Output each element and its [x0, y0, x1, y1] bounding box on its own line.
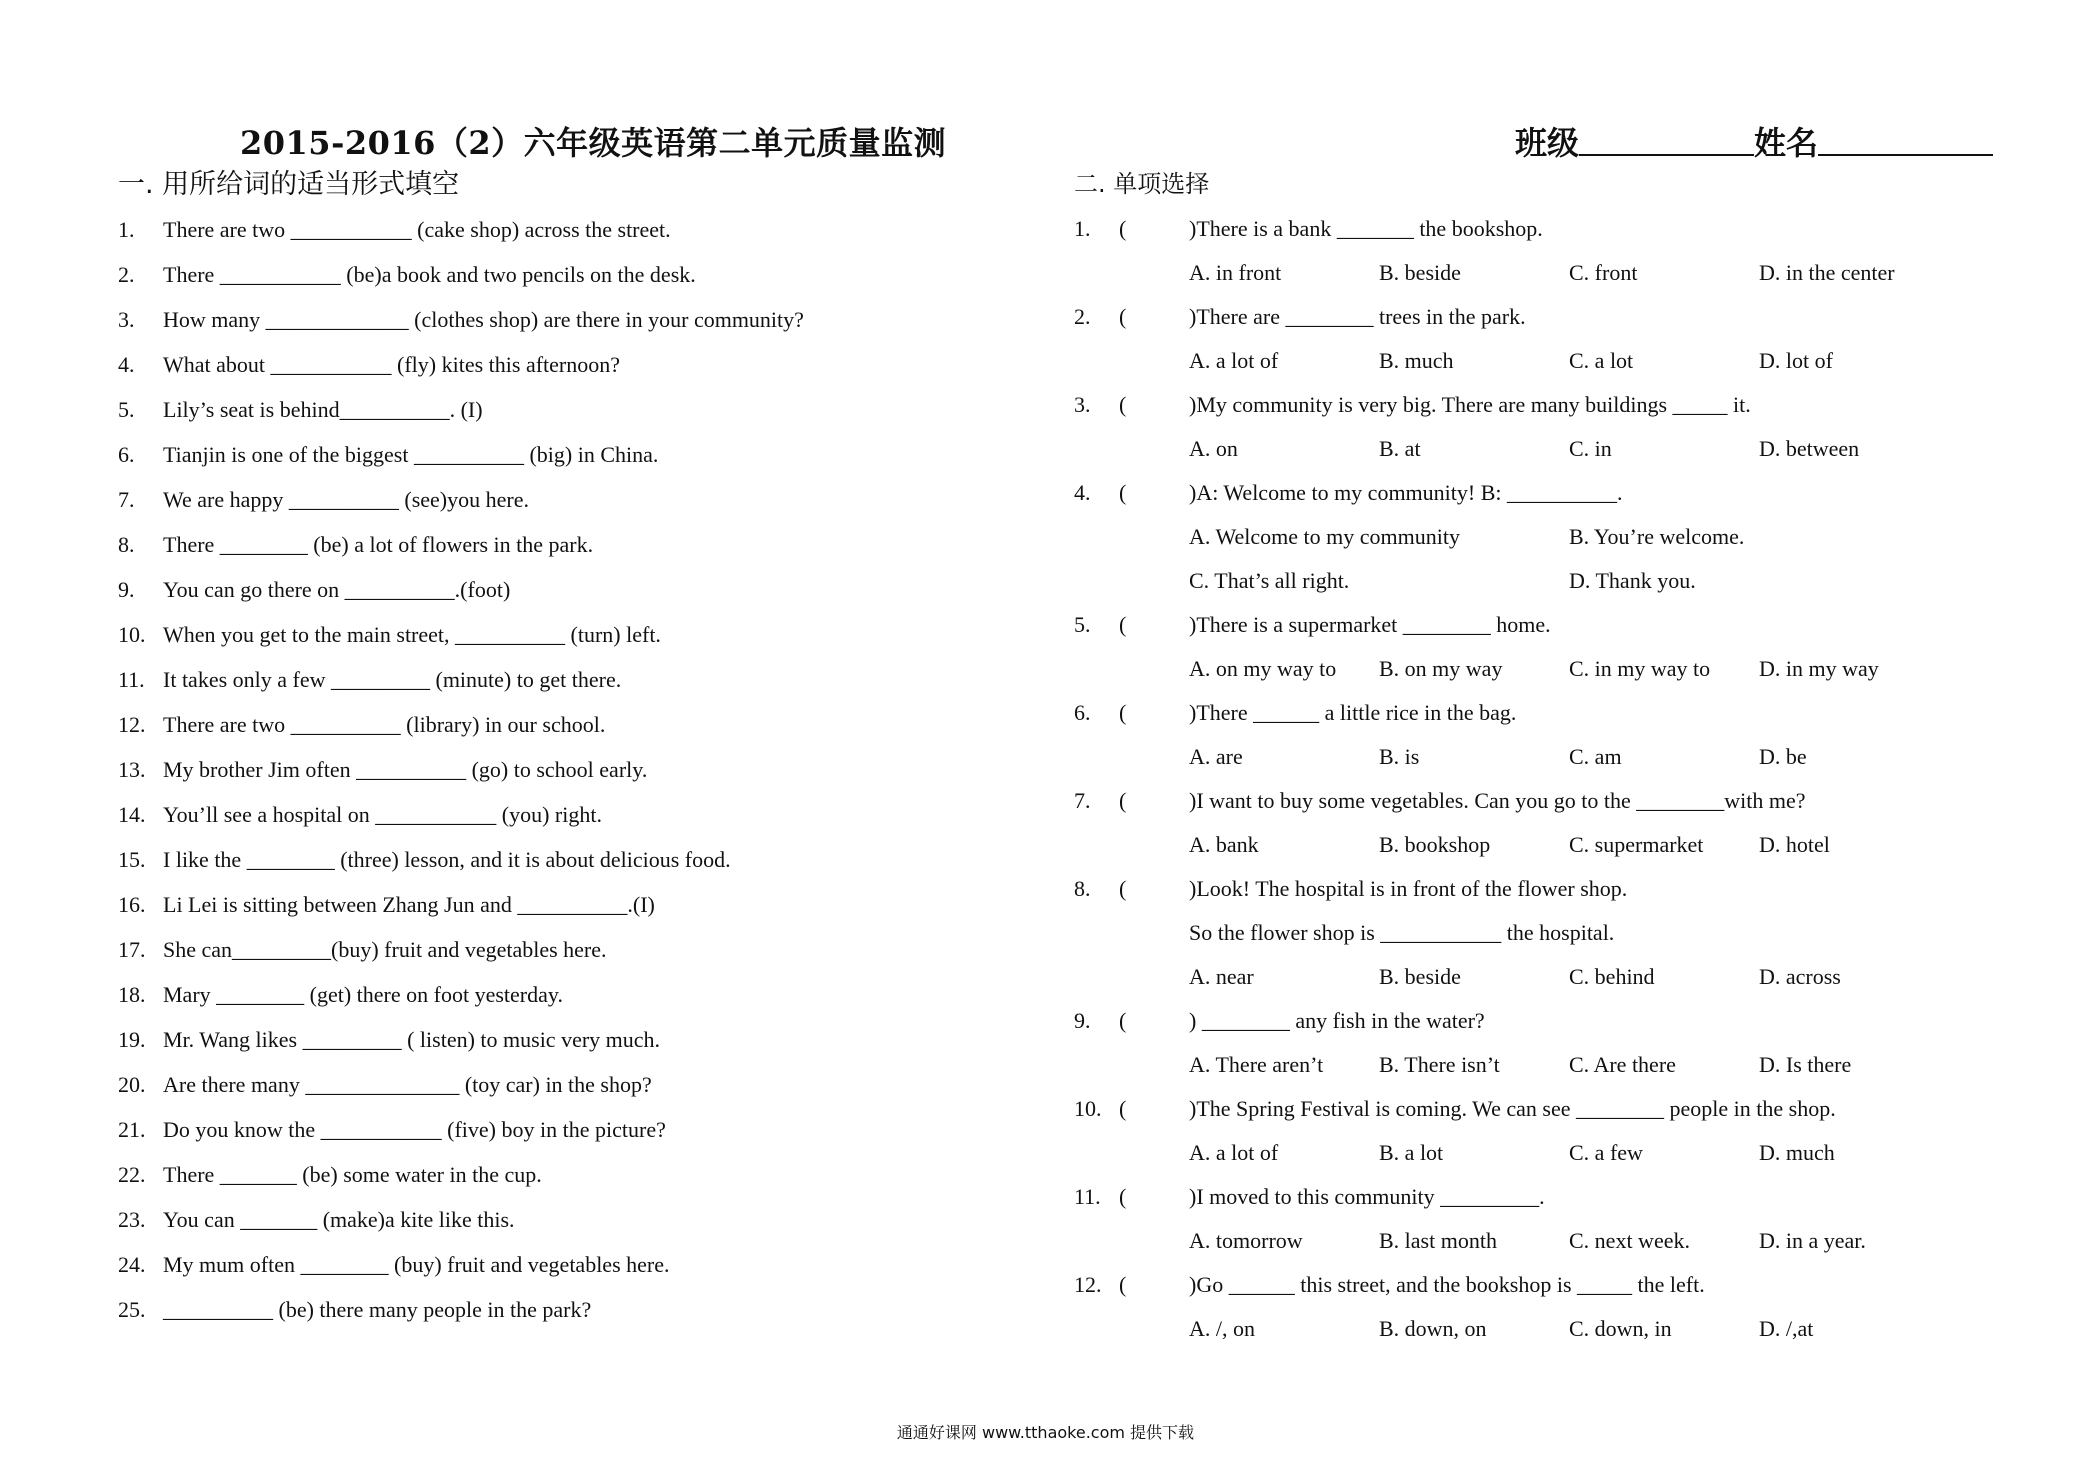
option-choice[interactable]: D. across	[1759, 964, 1841, 989]
question-number: 2.	[1074, 304, 1091, 329]
question-text: )There are ________ trees in the park.	[1189, 304, 1526, 329]
question-text: )Go ______ this street, and the bookshop is _____ the left.	[1189, 1272, 1705, 1297]
question-row	[118, 1062, 1018, 1107]
question-row	[118, 657, 1018, 702]
option-choice[interactable]: A. a lot of	[1189, 348, 1279, 373]
option-choice[interactable]: D. be	[1759, 744, 1807, 769]
question-number: 11.	[118, 667, 145, 692]
question-text: It takes only a few _________ (minute) to get there.	[163, 667, 622, 692]
option-choice[interactable]: D. in the center	[1759, 260, 1895, 285]
question-row	[118, 1287, 1018, 1332]
question-row	[118, 837, 1018, 882]
option-choice[interactable]: C. behind	[1569, 964, 1655, 989]
name-blank[interactable]	[1818, 124, 1993, 156]
option-choice[interactable]: D. between	[1759, 436, 1860, 461]
question-row	[118, 927, 1018, 972]
question-row	[118, 747, 1018, 792]
answer-bracket[interactable]: (	[1119, 1096, 1127, 1121]
answer-bracket[interactable]: (	[1119, 1272, 1127, 1297]
question-text: )I want to buy some vegetables. Can you go to the ________with me?	[1189, 788, 1806, 813]
question-text: )My community is very big. There are many buildings _____ it.	[1189, 392, 1751, 417]
option-choice[interactable]: C. in my way to	[1569, 656, 1711, 681]
footer-credit: 通通好课网 www.tthaoke.com 提供下载	[896, 1423, 1195, 1442]
class-blank[interactable]	[1579, 124, 1754, 156]
question-number: 3.	[118, 307, 135, 332]
question-number: 10.	[118, 622, 146, 647]
question-text: __________ (be) there many people in the park?	[163, 1297, 592, 1322]
question-text: )A: Welcome to my community! B: __________.	[1189, 480, 1623, 505]
question-text: You’ll see a hospital on ___________ (you) right.	[163, 802, 602, 827]
question-row	[1074, 1087, 2034, 1131]
answer-bracket[interactable]: (	[1119, 1184, 1127, 1209]
question-text: I like the ________ (three) lesson, and it is about delicious food.	[163, 847, 731, 872]
section-multiple-choice	[1074, 162, 2034, 1351]
options-row	[1074, 823, 2034, 867]
question-row	[118, 1242, 1018, 1287]
question-number: 5.	[118, 397, 135, 422]
option-choice[interactable]: D. lot of	[1759, 348, 1833, 373]
question-row	[118, 567, 1018, 612]
question-row	[118, 477, 1018, 522]
question-text: Mary ________ (get) there on foot yesterday.	[163, 982, 563, 1007]
option-choice[interactable]: A. near	[1189, 964, 1254, 989]
question-number: 6.	[1074, 700, 1091, 725]
question-text: Lily’s seat is behind__________. (I)	[163, 397, 483, 422]
option-choice[interactable]: C. front	[1569, 260, 1638, 285]
option-choice[interactable]: D. in my way	[1759, 656, 1879, 681]
question-text: We are happy __________ (see)you here.	[163, 487, 529, 512]
question-row	[1074, 471, 2034, 515]
question-row	[118, 522, 1018, 567]
question-row	[118, 342, 1018, 387]
name-label: 姓名	[1754, 124, 1819, 162]
option-choice[interactable]: A. a lot of	[1189, 1140, 1279, 1165]
option-choice[interactable]: D. /,at	[1759, 1316, 1814, 1341]
question-row	[118, 207, 1018, 252]
question-number: 15.	[118, 847, 146, 872]
option-choice[interactable]: A. on	[1189, 436, 1238, 461]
question-text: When you get to the main street, __________ (turn) left.	[163, 622, 661, 647]
option-choice[interactable]: B. There isn’t	[1379, 1052, 1500, 1077]
option-choice[interactable]: D. Is there	[1759, 1052, 1852, 1077]
question-row	[118, 792, 1018, 837]
question-text: )There is a bank _______ the bookshop.	[1189, 216, 1543, 241]
option-choice[interactable]: D. much	[1759, 1140, 1835, 1165]
question-row	[1074, 999, 2034, 1043]
question-number: 12.	[1074, 1272, 1102, 1297]
question-row	[118, 612, 1018, 657]
option-choice[interactable]: B. beside	[1379, 260, 1461, 285]
option-choice[interactable]: A. bank	[1189, 832, 1259, 857]
option-choice[interactable]: B. at	[1379, 436, 1421, 461]
question-row	[1074, 691, 2034, 735]
question-number: 4.	[118, 352, 135, 377]
question-row	[118, 1017, 1018, 1062]
option-choice[interactable]: B. last month	[1379, 1228, 1497, 1253]
options-row	[1074, 1043, 2034, 1087]
question-text: Are there many ______________ (toy car) in the shop?	[163, 1072, 652, 1097]
question-number: 7.	[1074, 788, 1091, 813]
question-number: 2.	[118, 262, 135, 287]
question-number: 9.	[1074, 1008, 1091, 1033]
options-row	[1074, 1131, 2034, 1175]
question-number: 13.	[118, 757, 146, 782]
question-row	[1074, 603, 2034, 647]
answer-bracket[interactable]: (	[1119, 392, 1127, 417]
option-choice[interactable]: A. are	[1189, 744, 1243, 769]
section-2-title: 二. 单项选择	[1074, 170, 1210, 198]
option-choice[interactable]: D. hotel	[1759, 832, 1830, 857]
option-choice[interactable]: C. That’s all right.	[1189, 568, 1350, 593]
answer-bracket[interactable]: (	[1119, 788, 1127, 813]
question-text: You can _______ (make)a kite like this.	[163, 1207, 515, 1232]
option-choice[interactable]: B. on my way	[1379, 656, 1503, 681]
question-row	[1074, 1175, 2034, 1219]
question-row	[118, 972, 1018, 1017]
question-number: 17.	[118, 937, 146, 962]
options-row	[1074, 339, 2034, 383]
option-choice[interactable]: B. is	[1379, 744, 1420, 769]
answer-bracket[interactable]: (	[1119, 304, 1127, 329]
option-choice[interactable]: B. a lot	[1379, 1140, 1444, 1165]
option-choice[interactable]: A. tomorrow	[1189, 1228, 1303, 1253]
class-name-fields	[1515, 118, 1993, 164]
question-text: My mum often ________ (buy) fruit and vegetables here.	[163, 1252, 670, 1277]
answer-bracket[interactable]: (	[1119, 216, 1127, 241]
question-number: 4.	[1074, 480, 1091, 505]
question-number: 1.	[118, 217, 135, 242]
answer-bracket[interactable]: (	[1119, 876, 1127, 901]
option-choice[interactable]: C. Are there	[1569, 1052, 1676, 1077]
question-row	[118, 1197, 1018, 1242]
question-text: ) ________ any fish in the water?	[1189, 1008, 1485, 1033]
section-fill-in	[118, 162, 1018, 1332]
option-choice[interactable]: B. You’re welcome.	[1569, 524, 1745, 549]
fill-in-list	[118, 207, 1018, 1332]
question-text: )I moved to this community _________.	[1189, 1184, 1545, 1209]
question-text: There are two __________ (library) in our school.	[163, 712, 606, 737]
options-row	[1074, 735, 2034, 779]
question-row	[118, 882, 1018, 927]
question-number: 23.	[118, 1207, 146, 1232]
question-number: 10.	[1074, 1096, 1102, 1121]
option-choice[interactable]: D. Thank you.	[1569, 568, 1696, 593]
question-row	[118, 297, 1018, 342]
option-choice[interactable]: C. a few	[1569, 1140, 1643, 1165]
question-number: 19.	[118, 1027, 146, 1052]
question-number: 8.	[118, 532, 135, 557]
question-text: What about ___________ (fly) kites this afternoon?	[163, 352, 621, 377]
option-choice[interactable]: D. in a year.	[1759, 1228, 1866, 1253]
question-text: There ___________ (be)a book and two pencils on the desk.	[163, 262, 696, 287]
question-number: 21.	[118, 1117, 146, 1142]
answer-bracket[interactable]: (	[1119, 480, 1127, 505]
question-text: How many _____________ (clothes shop) are there in your community?	[163, 307, 804, 332]
question-number: 24.	[118, 1252, 146, 1277]
option-choice[interactable]: C. supermarket	[1569, 832, 1704, 857]
question-row	[1074, 779, 2034, 823]
section-1-title: 一. 用所给词的适当形式填空	[118, 169, 460, 200]
option-choice[interactable]: A. on my way to	[1189, 656, 1337, 681]
options-row	[1074, 251, 2034, 295]
question-text: )There is a supermarket ________ home.	[1189, 612, 1551, 637]
question-number: 11.	[1074, 1184, 1101, 1209]
option-choice[interactable]: C. in	[1569, 436, 1612, 461]
question-text: You can go there on __________.(foot)	[163, 577, 511, 602]
option-choice[interactable]: B. down, on	[1379, 1316, 1487, 1341]
question-row	[118, 1152, 1018, 1197]
question-number: 20.	[118, 1072, 146, 1097]
question-text: There _______ (be) some water in the cup.	[163, 1162, 542, 1187]
question-text: My brother Jim often __________ (go) to school early.	[163, 757, 648, 782]
option-choice[interactable]: A. Welcome to my community	[1189, 524, 1460, 549]
question-row	[1074, 1263, 2034, 1307]
options-row	[1074, 559, 2034, 603]
question-number: 22.	[118, 1162, 146, 1187]
option-choice[interactable]: B. much	[1379, 348, 1454, 373]
question-row	[1074, 383, 2034, 427]
option-choice[interactable]: A. /, on	[1189, 1316, 1255, 1341]
question-number: 14.	[118, 802, 146, 827]
option-choice[interactable]: C. next week.	[1569, 1228, 1690, 1253]
question-number: 1.	[1074, 216, 1091, 241]
options-row	[1074, 515, 2034, 559]
question-number: 25.	[118, 1297, 146, 1322]
question-row	[118, 1107, 1018, 1152]
option-choice[interactable]: A. There aren’t	[1189, 1052, 1324, 1077]
options-row	[1074, 1307, 2034, 1351]
question-number: 7.	[118, 487, 135, 512]
options-row	[1074, 955, 2034, 999]
options-row	[1074, 1219, 2034, 1263]
question-row	[1074, 295, 2034, 339]
answer-bracket[interactable]: (	[1119, 1008, 1127, 1033]
question-text: She can_________(buy) fruit and vegetables here.	[163, 937, 607, 962]
answer-bracket[interactable]: (	[1119, 700, 1127, 725]
page-title: 2015-2016（2）六年级英语第二单元质量监测	[240, 124, 947, 162]
question-text: Li Lei is sitting between Zhang Jun and __________.(I)	[163, 892, 655, 917]
question-text: There are two ___________ (cake shop) across the street.	[163, 217, 671, 242]
question-text: Mr. Wang likes _________ ( listen) to music very much.	[163, 1027, 661, 1052]
option-choice[interactable]: B. bookshop	[1379, 832, 1491, 857]
question-text: Do you know the ___________ (five) boy in the picture?	[163, 1117, 666, 1142]
question-number: 12.	[118, 712, 146, 737]
multiple-choice-list	[1074, 207, 2034, 1351]
option-choice[interactable]: C. am	[1569, 744, 1622, 769]
question-number: 8.	[1074, 876, 1091, 901]
question-text: )There ______ a little rice in the bag.	[1189, 700, 1517, 725]
question-text: )The Spring Festival is coming. We can see ________ people in the shop.	[1189, 1096, 1836, 1121]
question-text: There ________ (be) a lot of flowers in the park.	[163, 532, 594, 557]
option-choice[interactable]: C. a lot	[1569, 348, 1634, 373]
question-number: 16.	[118, 892, 146, 917]
question-text: )Look! The hospital is in front of the flower shop.	[1189, 876, 1628, 901]
question-continuation: So the flower shop is ___________ the hospital.	[1189, 920, 1615, 945]
question-row	[1074, 867, 2034, 911]
options-row	[1074, 647, 2034, 691]
question-row	[1074, 207, 2034, 251]
answer-bracket[interactable]: (	[1119, 612, 1127, 637]
question-number: 6.	[118, 442, 135, 467]
question-row	[118, 252, 1018, 297]
question-number: 5.	[1074, 612, 1091, 637]
question-number: 18.	[118, 982, 146, 1007]
question-row	[118, 387, 1018, 432]
option-choice[interactable]: C. down, in	[1569, 1316, 1672, 1341]
option-choice[interactable]: A. in front	[1189, 260, 1282, 285]
question-text: Tianjin is one of the biggest __________ (big) in China.	[163, 442, 659, 467]
question-number: 3.	[1074, 392, 1091, 417]
options-row	[1074, 427, 2034, 471]
question-row	[118, 432, 1018, 477]
question-row	[118, 702, 1018, 747]
question-number: 9.	[118, 577, 135, 602]
class-label: 班级	[1515, 124, 1580, 162]
option-choice[interactable]: B. beside	[1379, 964, 1461, 989]
